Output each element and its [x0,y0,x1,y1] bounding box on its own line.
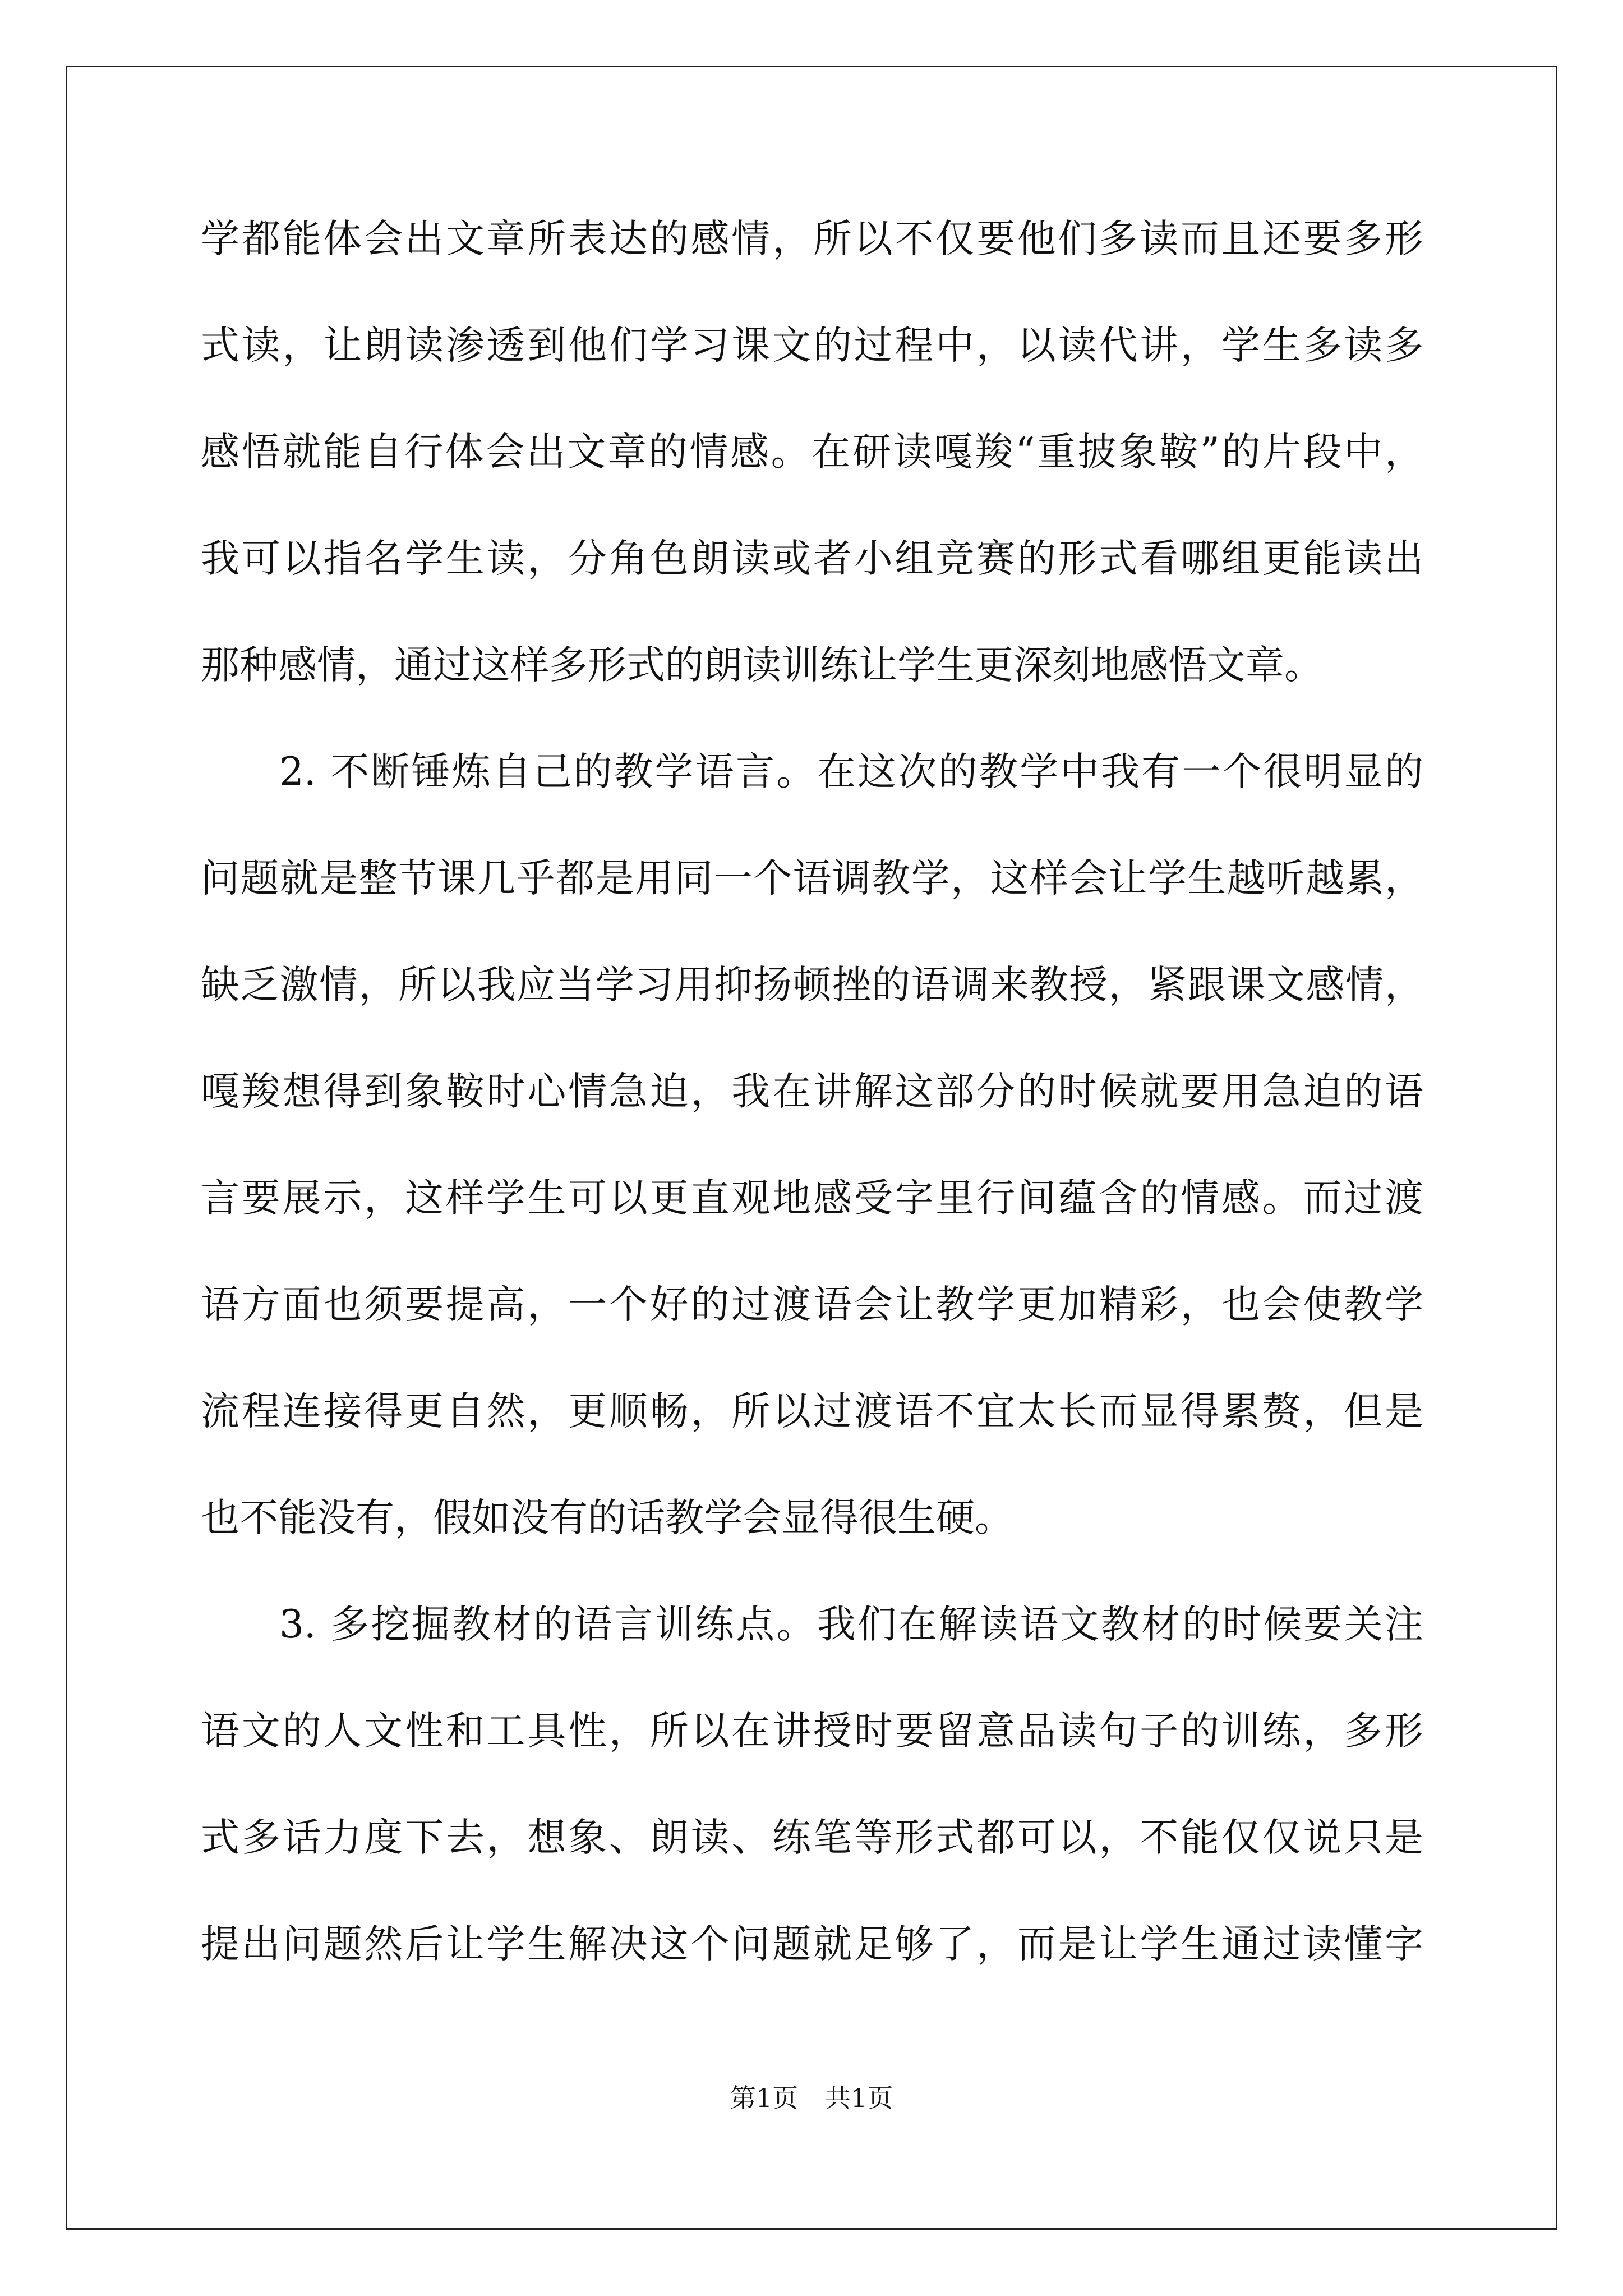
text-line: 流程连接得更自然，更顺畅，所以过渡语不宜太长而显得累赘，但是 [201,1389,1423,1434]
text-line: 学都能体会出文章所表达的感情，所以不仅要他们多读而且还要多形 [201,217,1423,261]
text-line: 式多话力度下去，想象、朗读、练笔等形式都可以，不能仅仅说只是 [201,1815,1423,1860]
page-footer [0,2081,1623,2115]
text-line: 那种感情，通过这样多形式的朗读训练让学生更深刻地感悟文章。 [201,643,1323,688]
paragraph-start-line: 3. 多挖掘教材的语言训练点。我们在解读语文教材的时候要关注 [279,1602,1423,1647]
text-line: 感悟就能自行体会出文章的情感。在研读嘎羧“重披象鞍”的片段中， [201,430,1423,475]
text-line: 语文的人文性和工具性，所以在讲授时要留意品读句子的训练，多形 [201,1709,1423,1754]
text-line: 我可以指名学生读，分角色朗读或者小组竞赛的形式看哪组更能读出 [201,536,1423,581]
text-line: 嘎羧想得到象鞍时心情急迫，我在讲解这部分的时候就要用急迫的语 [201,1069,1423,1114]
text-line: 式读，让朗读渗透到他们学习课文的过程中，以读代讲，学生多读多 [201,323,1423,368]
text-line: 言要展示，这样学生可以更直观地感受字里行间蕴含的情感。而过渡 [201,1176,1423,1221]
page-total: 共1页 [825,2083,893,2113]
text-line: 语方面也须要提高，一个好的过渡语会让教学更加精彩，也会使教学 [201,1282,1423,1327]
paragraph-start-line: 2. 不断锤炼自己的教学语言。在这次的教学中我有一个很明显的 [279,749,1423,794]
text-line: 缺乏激情，所以我应当学习用抑扬顿挫的语调来教授，紧跟课文感情， [201,963,1423,1007]
page-number: 第1页 [730,2083,798,2113]
text-line: 也不能没有，假如没有的话教学会显得很生硬。 [201,1496,1013,1540]
text-line: 提出问题然后让学生解决这个问题就足够了，而是让学生通过读懂字 [201,1922,1423,1967]
text-line: 问题就是整节课几乎都是用同一个语调教学，这样会让学生越听越累， [201,856,1423,901]
